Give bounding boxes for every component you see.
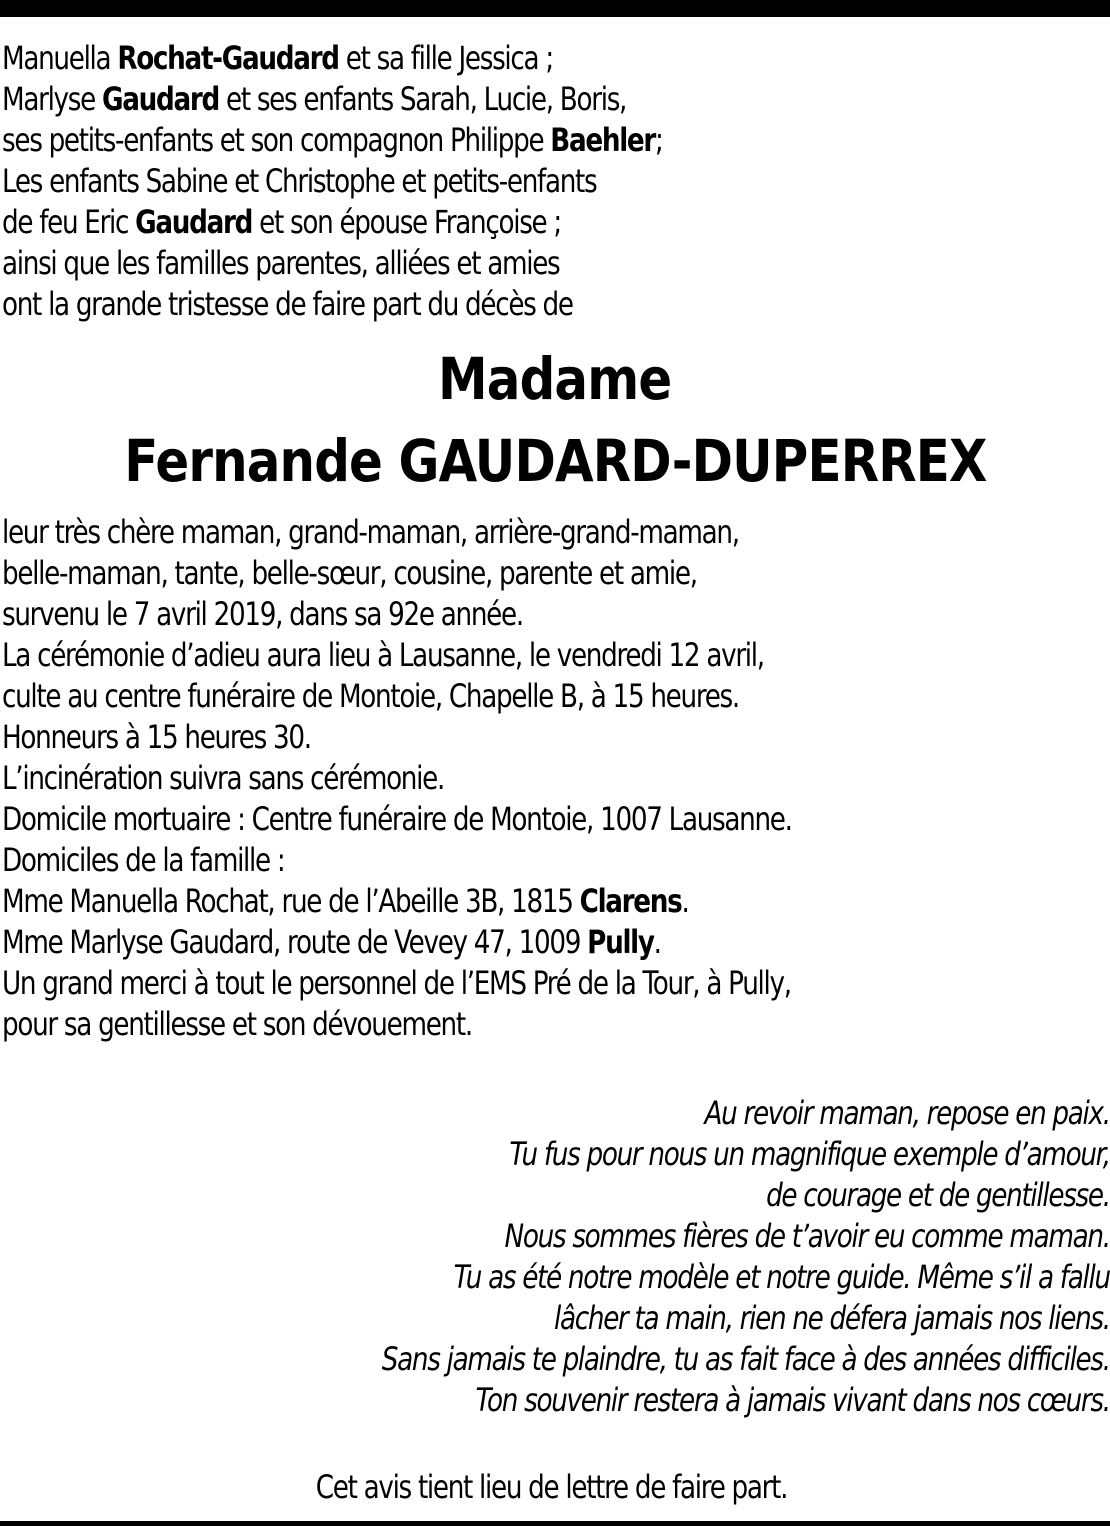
intro-line: ainsi que les familles parentes, alliées et amies: [2, 244, 560, 282]
body-line: La cérémonie d’adieu aura lieu à Lausanne, le vendredi 12 avril,: [2, 636, 764, 674]
intro-paragraph: [2, 38, 663, 325]
body-paragraph: [2, 512, 792, 1045]
address-line: Mme Marlyse Gaudard, route de Vevey 47, 1009 Pully.: [2, 923, 661, 961]
intro-line: Les enfants Sabine et Christophe et petits-enfants: [2, 162, 597, 200]
poem-line: lâcher ta main, rien ne défera jamais nos liens.: [554, 1299, 1110, 1337]
town-bold: Pully: [587, 923, 654, 961]
body-line: culte au centre funéraire de Montoie, Chapelle B, à 15 heures.: [2, 677, 739, 715]
body-line: Honneurs à 15 heures 30.: [2, 718, 311, 756]
deceased-title: Madame: [438, 345, 672, 413]
bottom-rule: [0, 1521, 1110, 1526]
deceased-name: Fernande GAUDARD-DUPERREX: [123, 427, 987, 495]
body-line: belle-maman, tante, belle-sœur, cousine, parente et amie,: [2, 554, 697, 592]
body-line: survenu le 7 avril 2019, dans sa 92e année.: [2, 595, 523, 633]
intro-line: ses petits-enfants et son compagnon Philippe Baehler;: [2, 121, 663, 159]
body-line: Domiciles de la famille :: [2, 841, 285, 879]
intro-line: de feu Eric Gaudard et son épouse Françoise ;: [2, 203, 561, 241]
surname-bold: Baehler: [550, 121, 656, 159]
body-line: pour sa gentillesse et son dévouement.: [2, 1005, 472, 1043]
town-bold: Clarens: [579, 882, 682, 920]
address-line: Mme Manuella Rochat, rue de l’Abeille 3B, 1815 Clarens.: [2, 882, 689, 920]
surname-bold: Gaudard: [101, 80, 219, 118]
intro-line: Manuella Rochat-Gaudard et sa fille Jessica ;: [2, 39, 553, 77]
poem-line: Tu fus pour nous un magnifique exemple d’amour,: [509, 1135, 1110, 1173]
poem-line: Ton souvenir restera à jamais vivant dans nos cœurs.: [475, 1381, 1110, 1419]
poem: [382, 1093, 1110, 1421]
body-line: Domicile mortuaire : Centre funéraire de Montoie, 1007 Lausanne.: [2, 800, 792, 838]
body-line: Un grand merci à tout le personnel de l’EMS Pré de la Tour, à Pully,: [2, 964, 791, 1002]
footer-note: Cet avis tient lieu de lettre de faire part.: [315, 1468, 787, 1506]
surname-bold: Gaudard: [135, 203, 253, 241]
poem-line: Nous sommes fières de t’avoir eu comme maman.: [504, 1217, 1110, 1255]
poem-line: Au revoir maman, repose en paix.: [704, 1094, 1110, 1132]
poem-line: Tu as été notre modèle et notre guide. Même s’il a fallu: [453, 1258, 1110, 1296]
surname-bold: Rochat-Gaudard: [117, 39, 339, 77]
poem-line: Sans jamais te plaindre, tu as fait face à des années difficiles.: [382, 1340, 1110, 1378]
body-line: leur très chère maman, grand-maman, arrière-grand-maman,: [2, 513, 739, 551]
intro-line: Marlyse Gaudard et ses enfants Sarah, Lucie, Boris,: [2, 80, 627, 118]
poem-line: de courage et de gentillesse.: [766, 1176, 1110, 1214]
intro-line: ont la grande tristesse de faire part du décès de: [2, 285, 573, 323]
body-line: L’incinération suivra sans cérémonie.: [2, 759, 444, 797]
top-rule: [0, 0, 1110, 17]
